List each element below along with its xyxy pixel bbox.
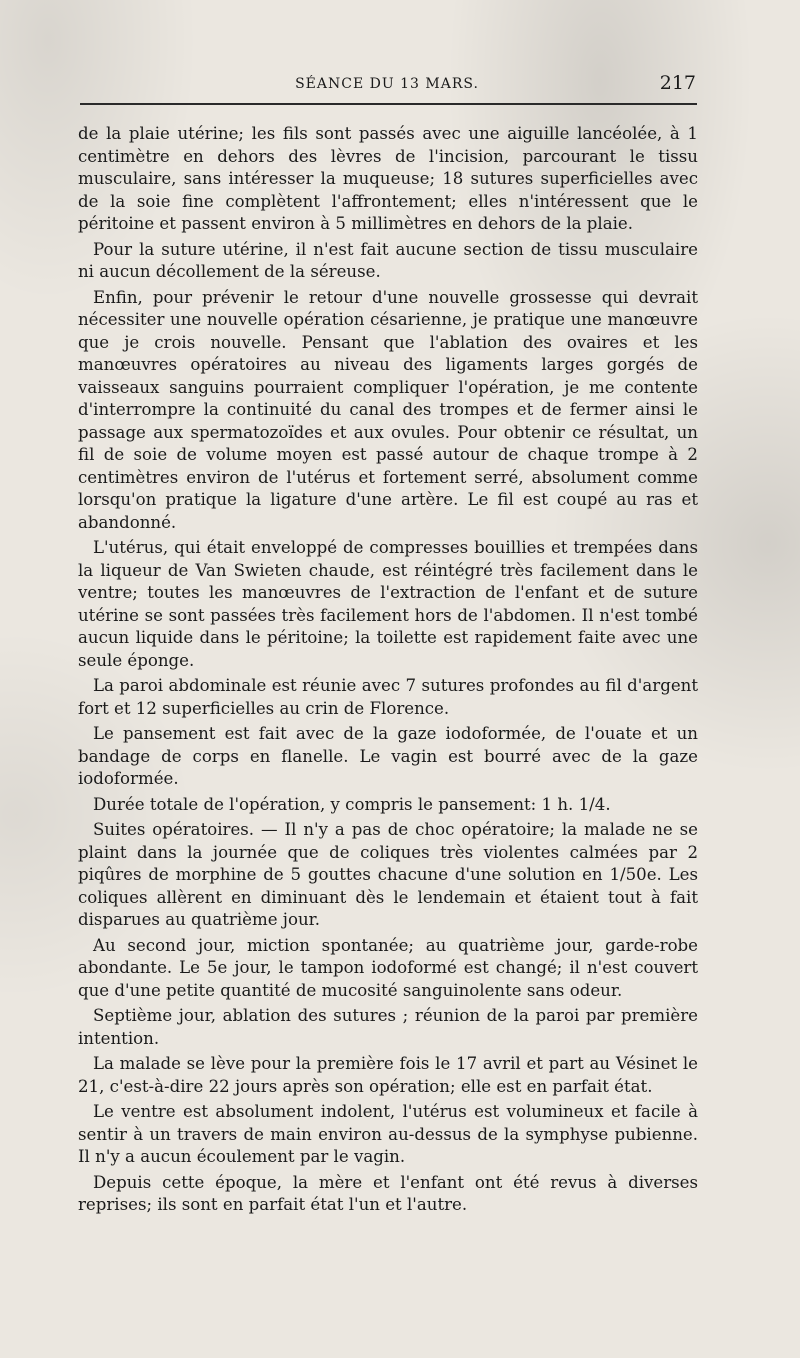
paragraph: Suites opératoires. — Il n'y a pas de choc opératoire; la malade ne se plaint dans la journée que de coliques très violentes calmées par 2 piqûres de morphine de 5 gouttes chacune d'une solution en 1/50e. Les coliques allèrent en diminuant dès le lendemain et étaient tout à fait disparues au quatrième jour. [78,820,698,929]
paragraph: La paroi abdominale est réunie avec 7 sutures profondes au fil d'argent fort et 12 superficielles au crin de Florence. [78,676,698,718]
running-head [78,72,696,98]
paragraph: Enfin, pour prévenir le retour d'une nouvelle grossesse qui devrait nécessiter une nouvelle opération césarienne, je pratique une manœuvre que je crois nouvelle. Pensant que l'ablation des ovaires et les manœuvres opératoires au niveau des ligaments larges gorgés de vaisseaux sanguins pourraient compliquer l'opération, je me contente d'interrompre la continuité du canal des trompes et de fermer ainsi le passage aux spermatozoïdes et aux ovules. Pour obtenir ce résultat, un fil de soie de volume moyen est passé autour de chaque trompe à 2 centimètres environ de l'utérus et fortement serré, absolument comme lorsqu'on pratique la ligature d'une artère. Le fil est coupé au ras et abandonné. [78,287,698,532]
body-text [78,123,698,1217]
paragraph: Depuis cette époque, la mère et l'enfant ont été revus à diverses reprises; ils sont en parfait état l'un et l'autre. [78,1172,698,1214]
paragraph: L'utérus, qui était enveloppé de compresses bouillies et trempées dans la liqueur de Van Swieten chaude, est réintégré très facilement dans le ventre; toutes les manœuvres de l'extraction de l'enfant et de suture utérine se sont passées très facilement hors de l'abdomen. Il n'est tombé aucun liquide dans le péritoine; la toilette est rapidement faite avec une seule éponge. [78,538,698,670]
paragraph: La malade se lève pour la première fois le 17 avril et part au Vésinet le 21, c'est-à-dire 22 jours après son opération; elle est en parfait état. [78,1054,698,1096]
header-rule [80,103,697,105]
paragraph: Au second jour, miction spontanée; au quatrième jour, garde-robe abondante. Le 5e jour, le tampon iodoformé est changé; il n'est couvert que d'une petite quantité de mucosité sanguinolente sans odeur. [78,935,698,1000]
paragraph: Pour la suture utérine, il n'est fait aucune section de tissu musculaire ni aucun décollement de la séreuse. [78,239,698,281]
paragraph: Septième jour, ablation des sutures ; réunion de la paroi par première intention. [78,1006,698,1048]
paragraph: Le ventre est absolument indolent, l'utérus est volumineux et facile à sentir à un travers de main environ au-dessus de la symphyse pubienne. Il n'y a aucun écoulement par le vagin. [78,1102,698,1166]
paragraph: Durée totale de l'opération, y compris le pansement: 1 h. 1/4. [93,794,611,814]
running-title: SÉANCE DU 13 MARS. [295,76,479,92]
paragraph: Le pansement est fait avec de la gaze iodoformée, de l'ouate et un bandage de corps en flanelle. Le vagin est bourré avec de la gaze iodoformée. [78,724,698,788]
page-number: 217 [659,72,696,94]
paragraph: de la plaie utérine; les fils sont passés avec une aiguille lancéolée, à 1 centimètre en dehors des lèvres de l'incision, parcourant le tissu musculaire, sans intéresser la muqueuse; 18 sutures superficielles avec de la soie fine complètent l'affrontement; elles n'intéressent que le péritoine et passent environ à 5 millimètres en dehors de la plaie. [78,124,698,233]
